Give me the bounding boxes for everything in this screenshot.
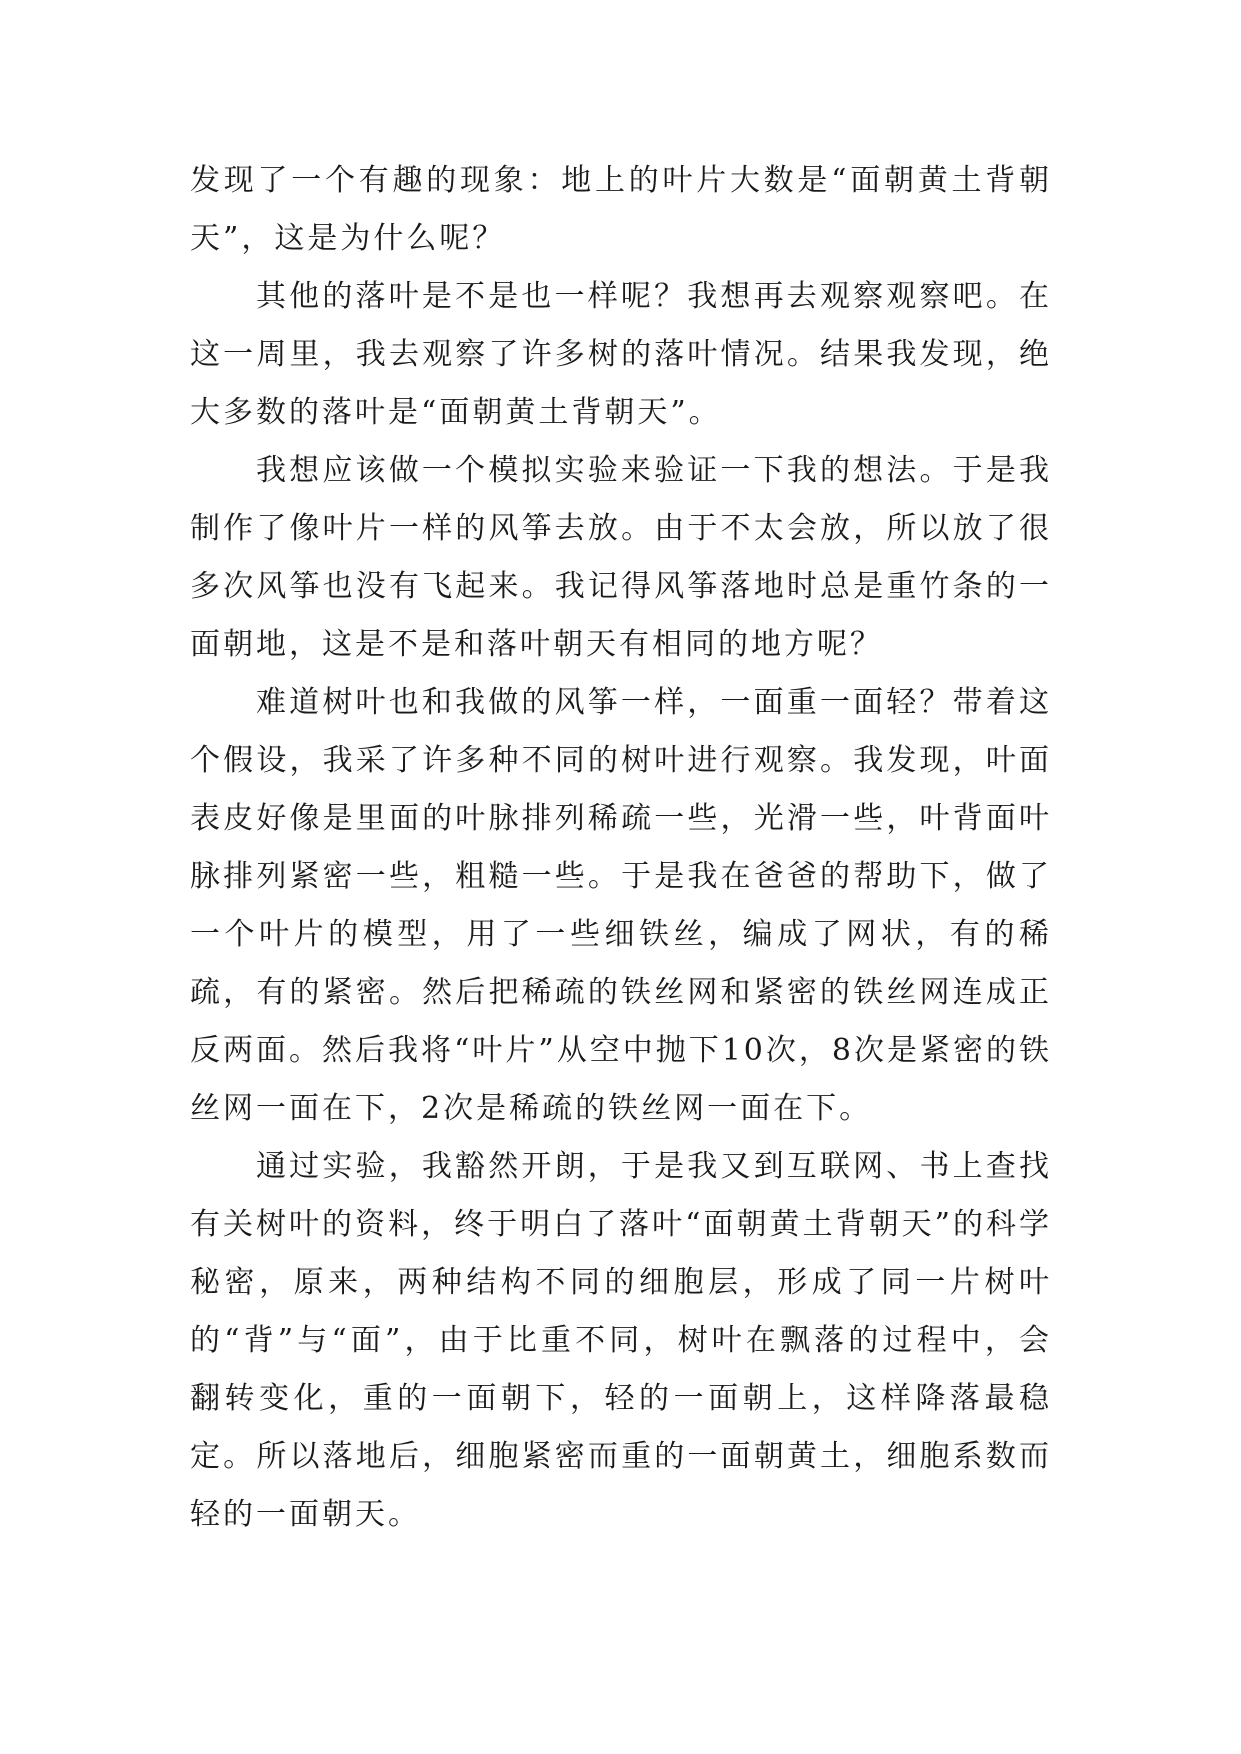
body-text — [190, 152, 1052, 1544]
paragraph: 我想应该做一个模拟实验来验证一下我的想法。于是我制作了像叶片一样的风筝去放。由于不太会放，所以放了很多次风筝也没有飞起来。我记得风筝落地时总是重竹条的一面朝地，这是不是和落叶朝天有相同的地方呢？ — [190, 453, 1052, 662]
paragraph: 难道树叶也和我做的风筝一样，一面重一面轻？带着这个假设，我采了许多种不同的树叶进行观察。我发现，叶面表皮好像是里面的叶脉排列稀疏一些，光滑一些，叶背面叶脉排列紧密一些，粗糙一些。于是我在爸爸的帮助下，做了一个叶片的模型，用了一些细铁丝，编成了网状，有的稀疏，有的紧密。然后把稀疏的铁丝网和紧密的铁丝网连成正反两面。然后我将“叶片”从空中抛下10次，8次是紧密的铁丝网一面在下，2次是稀疏的铁丝网一面在下。 — [190, 685, 1052, 1126]
paragraph-continued: 发现了一个有趣的现象：地上的叶片大数是“面朝黄土背朝天”，这是为什么呢？ — [190, 163, 1052, 256]
paragraph: 通过实验，我豁然开朗，于是我又到互联网、书上查找有关树叶的资料，终于明白了落叶“面朝黄土背朝天”的科学秘密，原来，两种结构不同的细胞层，形成了同一片树叶的“背”与“面”，由于比重不同，树叶在飘落的过程中，会翻转变化，重的一面朝下，轻的一面朝上，这样降落最稳定。所以落地后，细胞紧密而重的一面朝黄土，细胞系数而轻的一面朝天。 — [190, 1149, 1052, 1532]
paragraph: 其他的落叶是不是也一样呢？我想再去观察观察吧。在这一周里，我去观察了许多树的落叶情况。结果我发现，绝大多数的落叶是“面朝黄土背朝天”。 — [190, 279, 1052, 430]
